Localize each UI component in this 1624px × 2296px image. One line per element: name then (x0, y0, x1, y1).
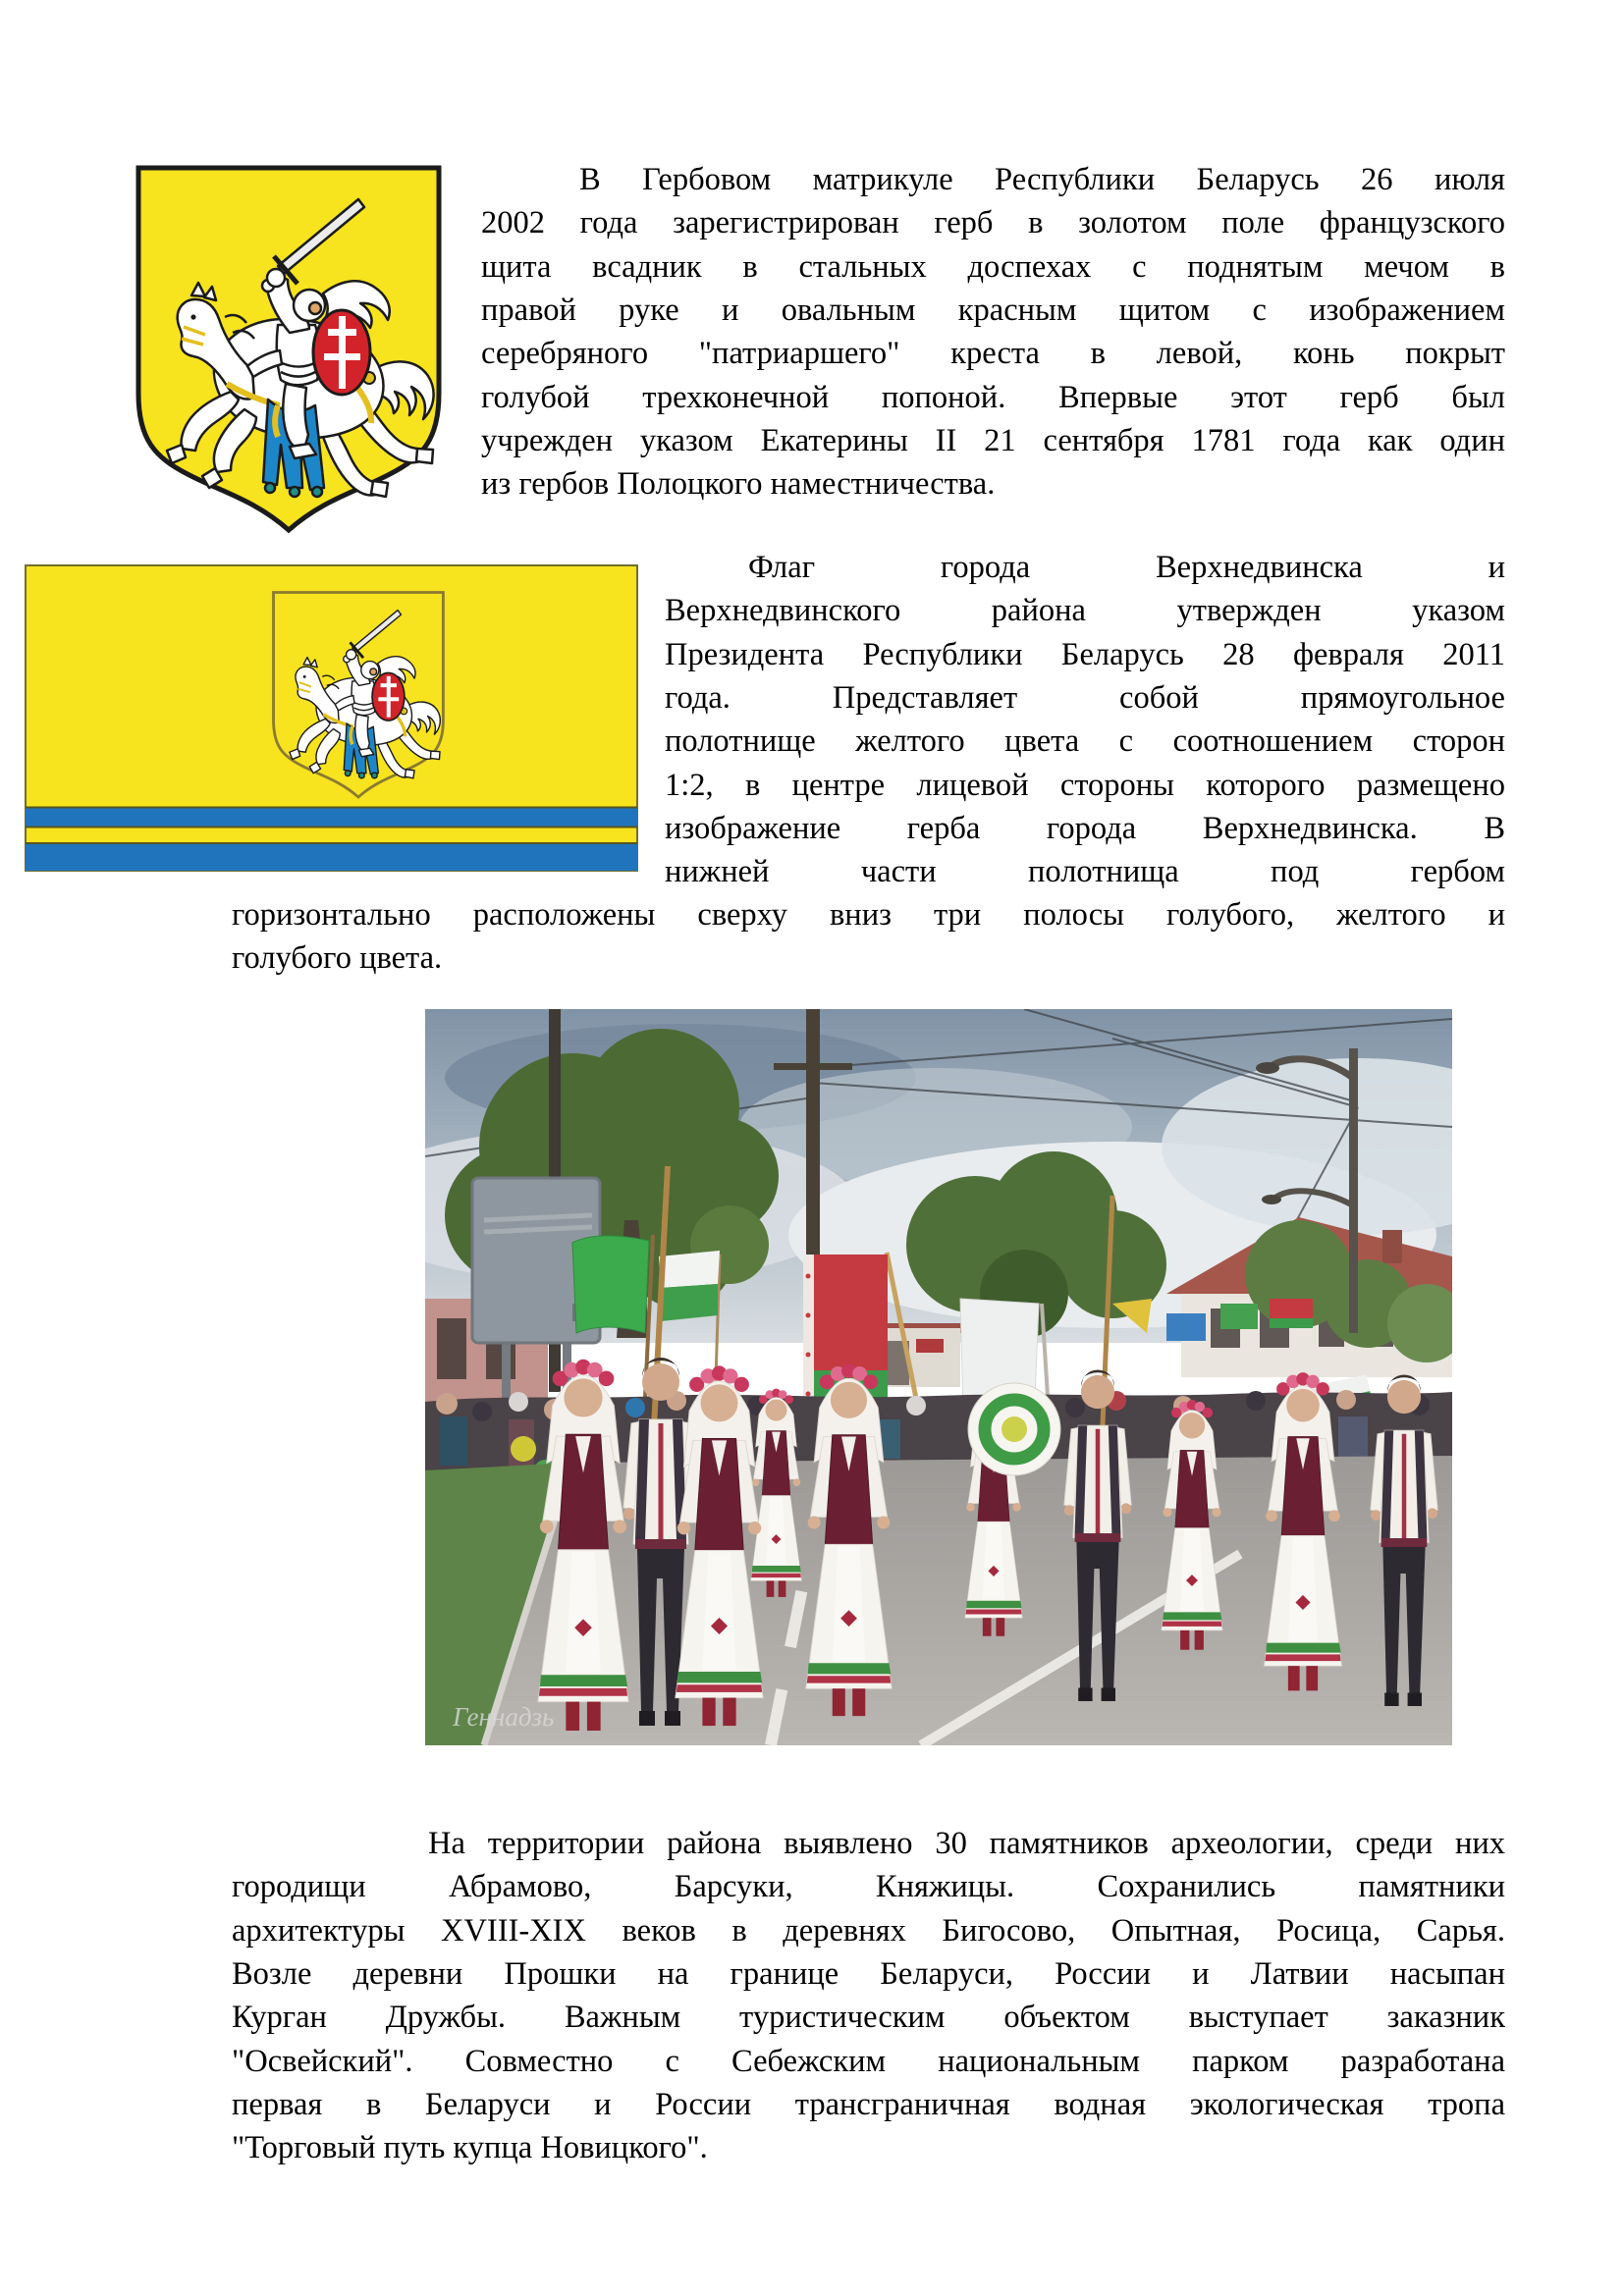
text-line: голубой трехконечной попоной. Впервые этот герб был (481, 379, 1505, 415)
text-line: Президента Республики Беларусь 28 февраля 2011 (665, 636, 1505, 672)
text-line: первая в Беларуси и России трансграничная водная экологическая тропа (232, 2086, 1505, 2122)
text-line: щита всадник в стальных доспехах с поднятым мечом в (481, 248, 1505, 285)
text-line: Возле деревни Прошки на границе Беларуси, России и Латвии насыпан (232, 1955, 1505, 1992)
text-line: архитектуры XVIII-XIX веков в деревнях Бигосово, Опытная, Росица, Сарья. (232, 1912, 1505, 1949)
text-line: серебряного "патриаршего" креста в левой, конь покрыт (481, 336, 1505, 372)
text-line: 2002 года зарегистрирован герб в золотом поле французского (481, 205, 1505, 241)
text-line: года. Представляет собой прямоугольное (665, 679, 1505, 716)
text-line: горизонтально расположены сверху вниз три полосы голубого, желтого и (232, 897, 1505, 933)
paragraph-flag-continued (232, 893, 1505, 981)
text-line: 1:2, в центре лицевой стороны которого размещено (665, 767, 1505, 803)
text-line: Флаг города Верхнедвинска и (748, 550, 1505, 585)
coat-of-arms-image (131, 160, 447, 538)
text-line: "Торговый путь купца Новицкого". (232, 2130, 708, 2166)
paragraph-flag (665, 546, 1505, 894)
text-line: Курган Дружбы. Важным туристическим объектом выступает заказник (232, 2000, 1505, 2036)
paragraph-landmarks (232, 1822, 1505, 2170)
flag-image (25, 564, 638, 872)
blue-flag (1166, 1313, 1206, 1341)
text-line: учрежден указом Екатерины II 21 сентября 1781 года как один (481, 422, 1505, 458)
green-flag (572, 1236, 649, 1333)
text-line: изображение герба города Верхнедвинска. В (665, 810, 1505, 846)
text-line: Верхнедвинского района утвержден указом (665, 593, 1505, 629)
text-line: правой руке и овальным красным щитом с изображением (481, 292, 1505, 328)
text-line: голубого цвета. (232, 940, 443, 977)
flag-stripe-blue-bottom (26, 844, 637, 871)
text-line: полотнище желтого цвета с соотношением сторон (665, 723, 1505, 760)
text-line: "Освейский". Совместно с Себежским национальным парком разработана (232, 2043, 1505, 2079)
small-green-flag (1220, 1304, 1258, 1329)
text-line: из гербов Полоцкого наместничества. (481, 466, 996, 503)
flag-stripe-blue-top (26, 809, 637, 827)
text-line: нижней части полотнища под гербом (665, 854, 1505, 890)
text-line: городищи Абрамово, Барсуки, Княжицы. Сохранились памятники (232, 1869, 1505, 1905)
photo-watermark: Геннадзь (453, 1702, 555, 1732)
text-line: В Гербовом матрикуле Республики Беларусь 26 июля (579, 162, 1505, 197)
white-green-flag (659, 1251, 720, 1288)
text-line: На территории района выявлено 30 памятников археологии, среди них (428, 1826, 1505, 1861)
parade-photo (425, 1009, 1452, 1745)
paragraph-coat-of-arms (481, 158, 1505, 507)
